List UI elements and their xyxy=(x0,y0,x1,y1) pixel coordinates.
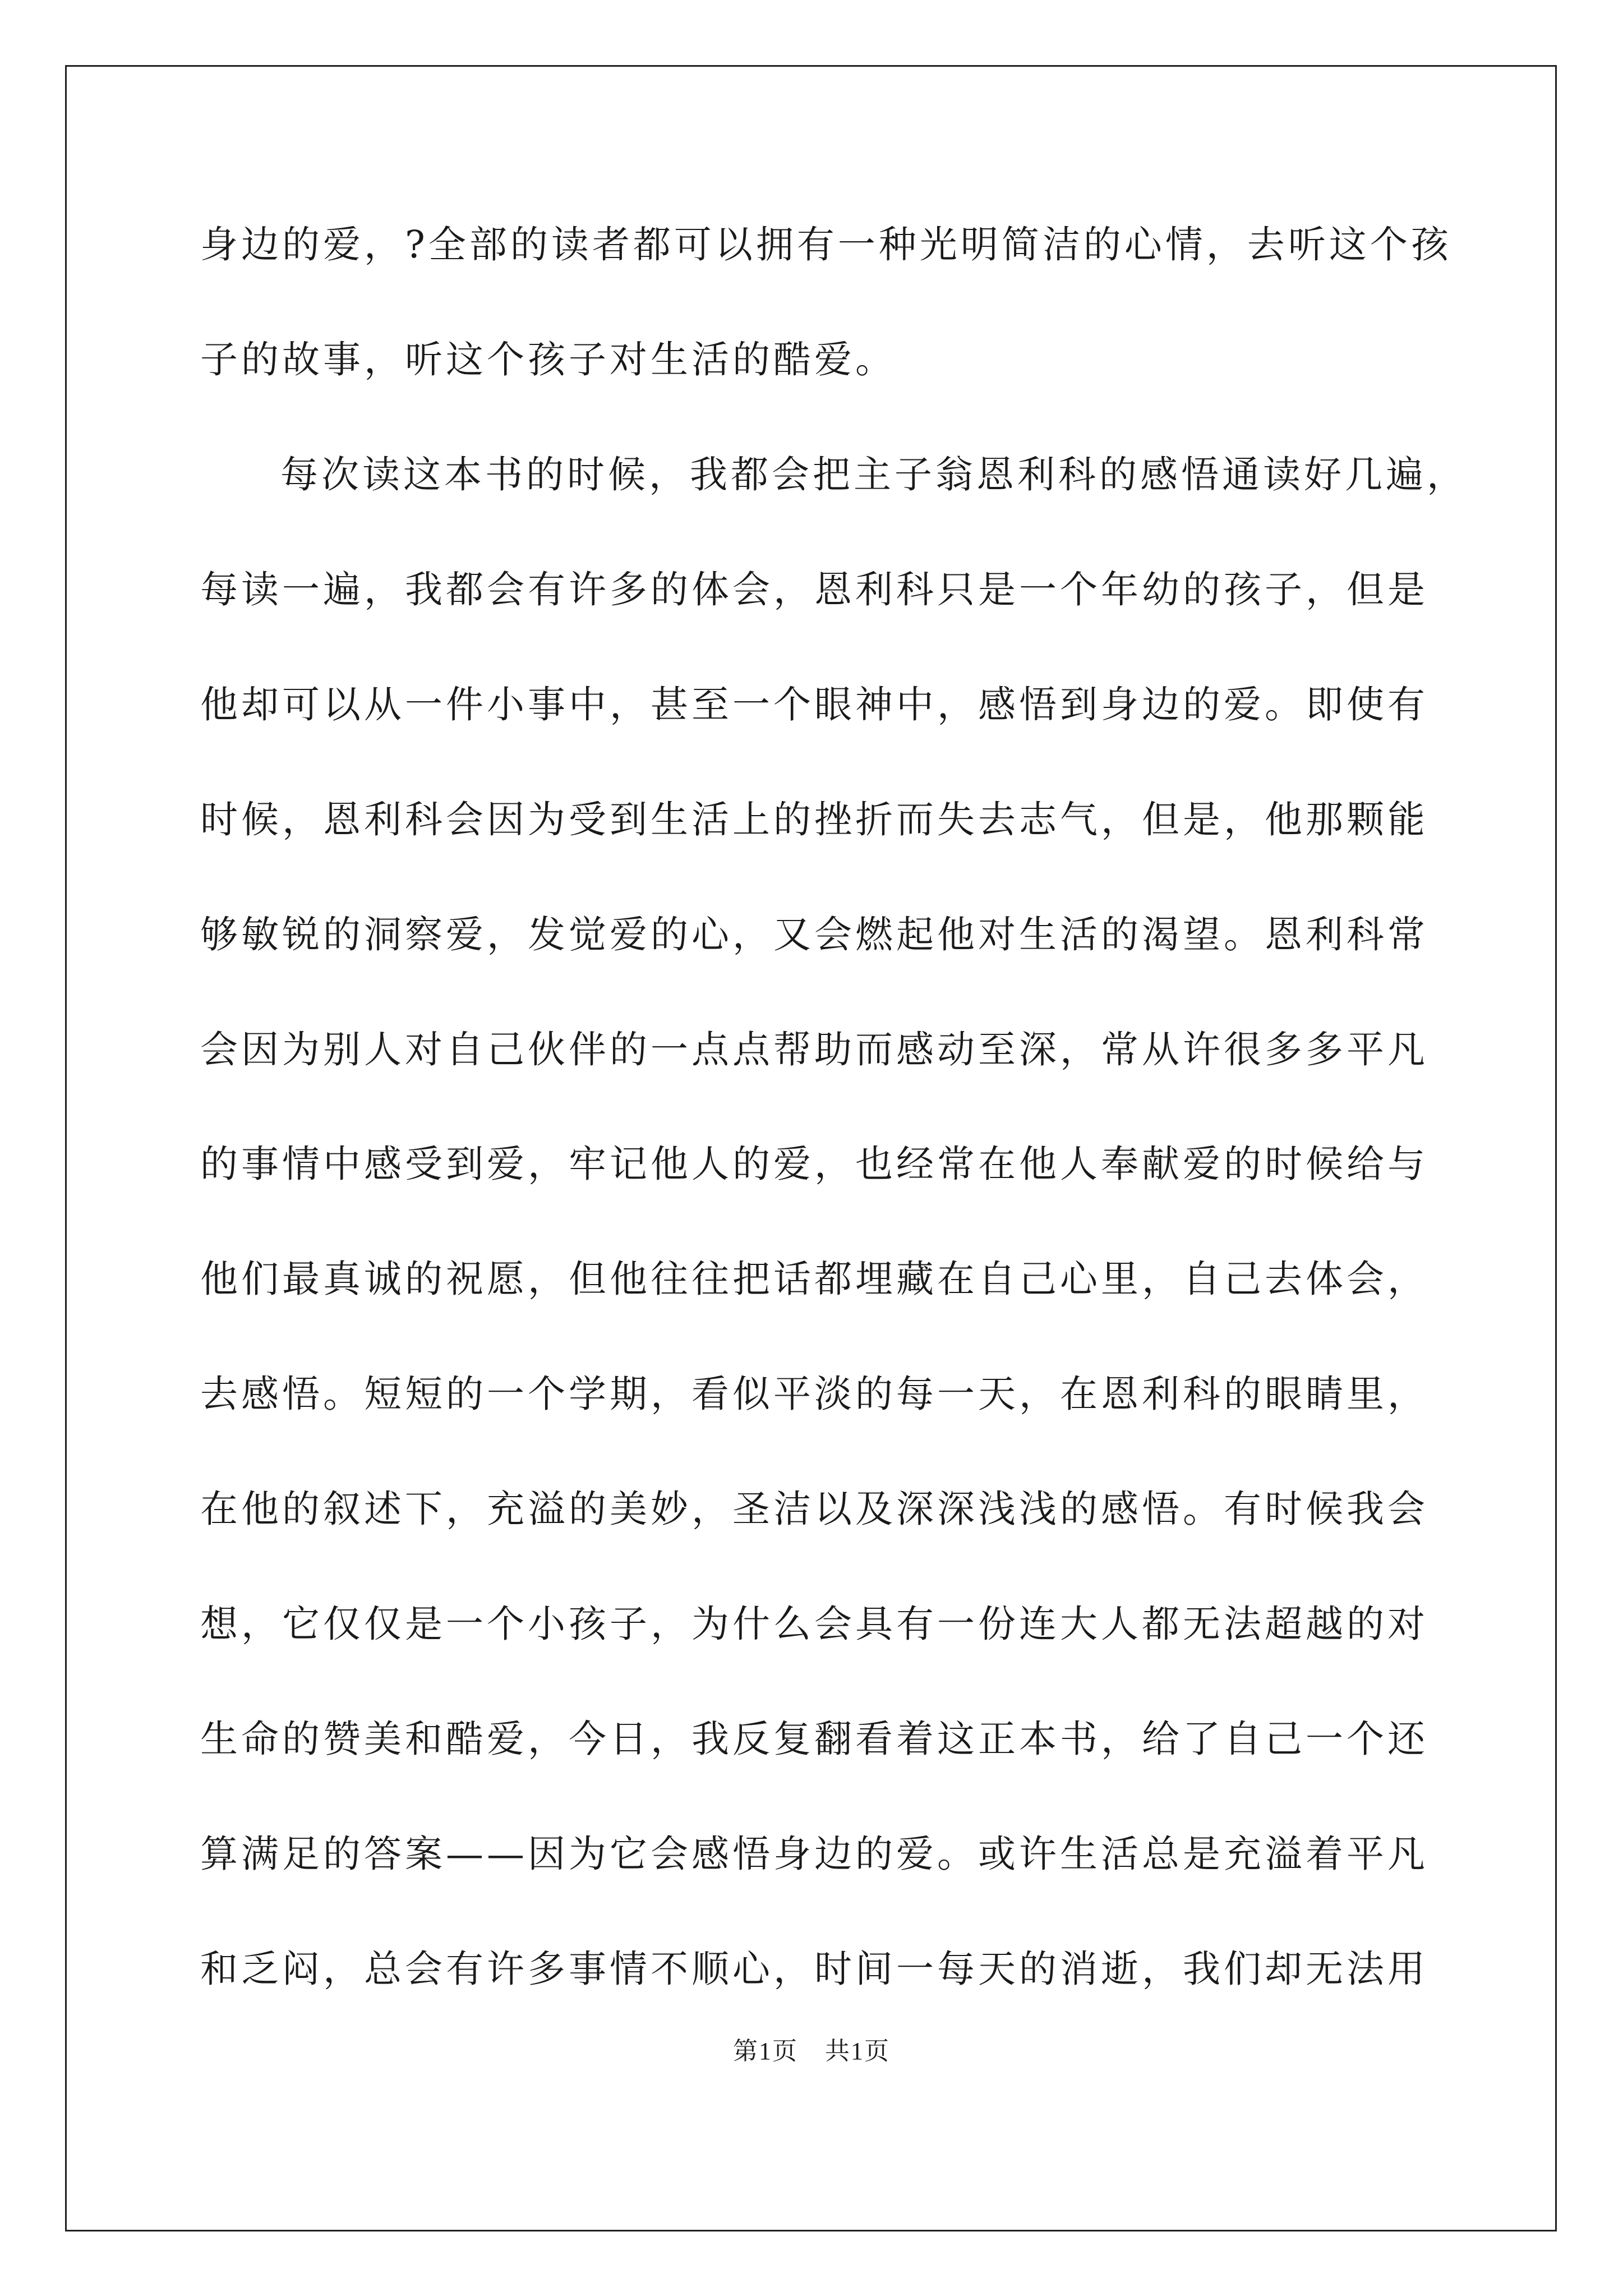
text-line: 去感悟。短短的一个学期，看似平淡的每一天，在恩利科的眼睛里， xyxy=(200,1372,1428,1416)
text-line: 够敏锐的洞察爱，发觉爱的心，又会燃起他对生活的渴望。恩利科常 xyxy=(200,913,1428,956)
text-line: 时候，恩利科会因为受到生活上的挫折而失去志气，但是，他那颗能 xyxy=(200,798,1428,841)
text-line: 在他的叙述下，充溢的美妙，圣洁以及深深浅浅的感悟。有时候我会 xyxy=(200,1487,1428,1531)
page-footer xyxy=(0,2031,1623,2067)
text-line: 想，它仅仅是一个小孩子，为什么会具有一份连大人都无法超越的对 xyxy=(200,1602,1428,1646)
page-total: 共1页 xyxy=(825,2037,890,2065)
text-line: 和乏闷，总会有许多事情不顺心，时间一每天的消逝，我们却无法用 xyxy=(200,1947,1428,1991)
text-line: 算满足的答案——因为它会感悟身边的爱。或许生活总是充溢着平凡 xyxy=(200,1832,1428,1876)
text-line: 每读一遍，我都会有许多的体会，恩利科只是一个年幼的孩子，但是 xyxy=(200,568,1428,611)
text-line: 他却可以从一件小事中，甚至一个眼神中，感悟到身边的爱。即使有 xyxy=(200,683,1428,726)
text-line: 他们最真诚的祝愿，但他往往把话都埋藏在自己心里，自己去体会， xyxy=(200,1257,1428,1301)
text-line: 身边的爱，?全部的读者都可以拥有一种光明简洁的心情，去听这个孩 xyxy=(200,223,1452,266)
text-line: 子的故事，听这个孩子对生活的酷爱。 xyxy=(200,338,896,381)
page-number: 第1页 xyxy=(733,2037,798,2065)
text-line: 生命的赞美和酷爱，今日，我反复翻看着这正本书，给了自己一个还 xyxy=(200,1717,1428,1761)
text-line: 的事情中感受到爱，牢记他人的爱，也经常在他人奉献爱的时候给与 xyxy=(200,1142,1428,1186)
text-line: 每次读这本书的时候，我都会把主子翁恩利科的感悟通读好几遍， xyxy=(280,453,1468,496)
text-line: 会因为别人对自己伙伴的一点点帮助而感动至深，常从许很多多平凡 xyxy=(200,1028,1428,1071)
